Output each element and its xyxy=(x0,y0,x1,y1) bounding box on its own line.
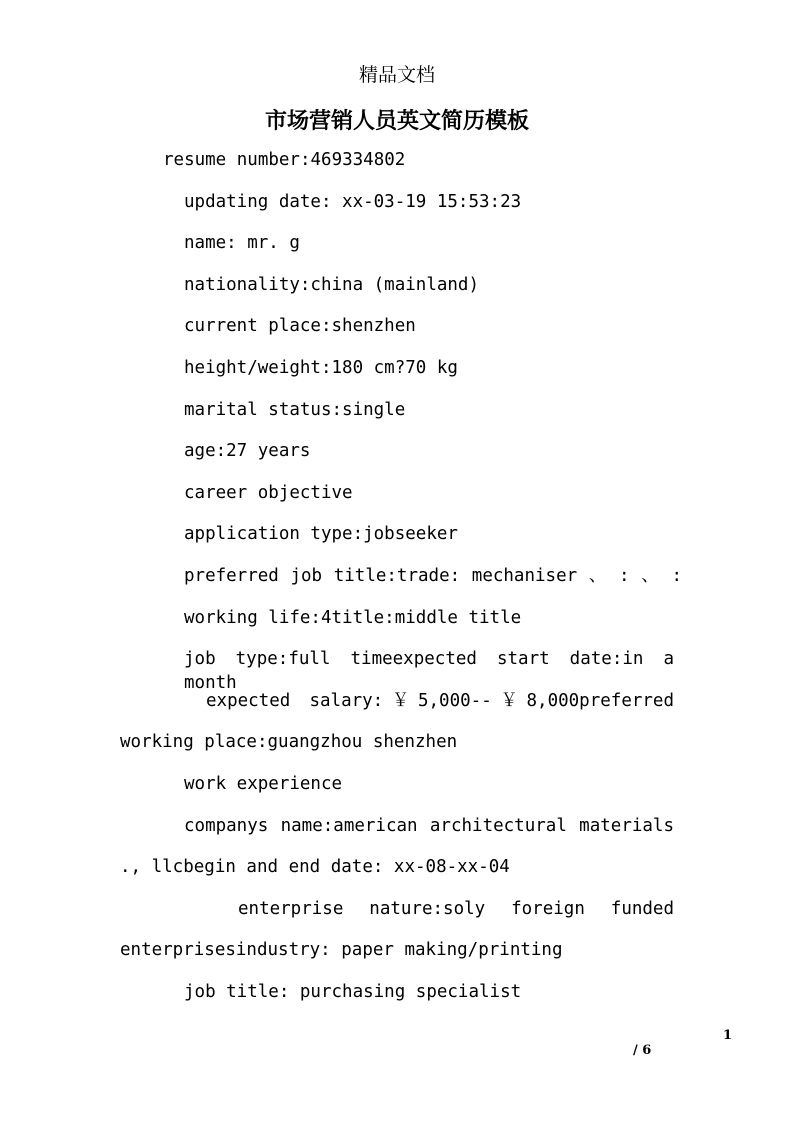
updating-date-line: updating date: xx-03-19 15:53:23 xyxy=(184,192,522,212)
document-title: 市场营销人员英文简历模板 xyxy=(264,108,529,134)
resume-number-line: resume number:469334802 xyxy=(163,150,406,170)
job-title-line: job title: purchasing specialist xyxy=(184,982,522,1002)
job-type-line: job type:full timeexpected start date:in a month xyxy=(184,649,674,693)
header-label: 精品文档 xyxy=(358,64,435,86)
marital-status-line: marital status:single xyxy=(184,400,406,420)
company-name-line: companys name:american architectural materials xyxy=(184,816,674,836)
application-type-line: application type:jobseeker xyxy=(184,524,458,544)
current-place-line: current place:shenzhen xyxy=(184,316,416,336)
page-number: 1 xyxy=(722,1028,732,1043)
name-line: name: mr. g xyxy=(184,233,300,253)
work-experience-heading: work experience xyxy=(184,774,343,794)
working-life-line: working life:4title:middle title xyxy=(184,608,522,628)
preferred-job-title-line: preferred job title:trade: mechaniser 、 : 、 : xyxy=(184,566,682,586)
age-line: age:27 years xyxy=(184,441,311,461)
height-weight-line: height/weight:180 cm?70 kg xyxy=(184,358,458,378)
enterprise-nature-line: enterprise nature:soly foreign funded xyxy=(238,899,674,919)
begin-end-date-line: ., llcbegin and end date: xx-08-xx-04 xyxy=(120,857,510,877)
page-total: / 6 xyxy=(633,1043,652,1058)
nationality-line: nationality:china (mainland) xyxy=(184,275,480,295)
career-objective-heading: career objective xyxy=(184,483,353,503)
working-place-line: working place:guangzhou shenzhen xyxy=(120,732,458,752)
expected-salary-line: expected salary:￥5,000--￥8,000preferred xyxy=(206,691,674,711)
industry-line: enterprisesindustry: paper making/printing xyxy=(120,940,563,960)
